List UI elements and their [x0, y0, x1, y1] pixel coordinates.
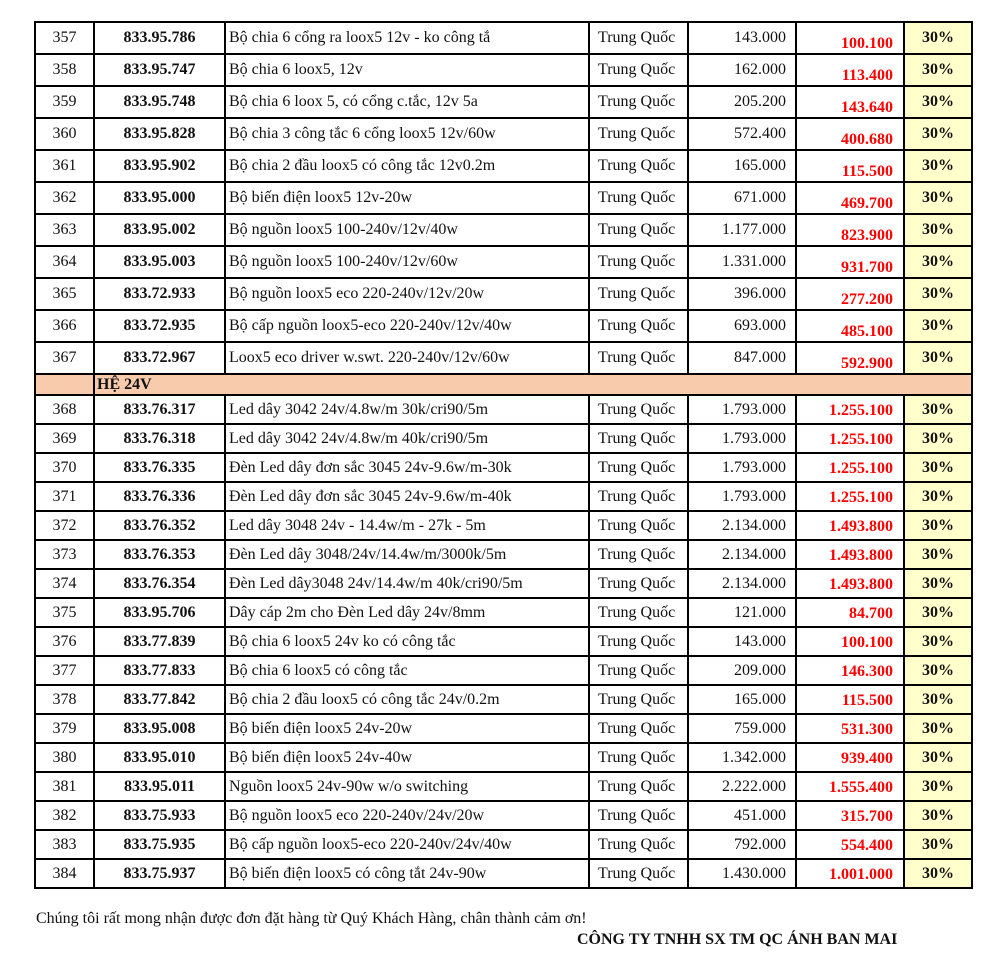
table-row [35, 714, 972, 743]
net-price: 931.700 [796, 246, 904, 278]
discount-percent: 30% [904, 656, 972, 685]
list-price: 2.134.000 [688, 540, 796, 569]
list-price: 847.000 [688, 342, 796, 374]
price-table [34, 21, 973, 889]
product-code: 833.76.318 [94, 424, 225, 453]
product-code: 833.95.747 [94, 54, 225, 86]
net-price: 84.700 [796, 598, 904, 627]
product-code: 833.76.336 [94, 482, 225, 511]
table-row [35, 214, 972, 246]
product-origin: Trung Quốc [589, 598, 688, 627]
net-price: 115.500 [796, 150, 904, 182]
row-number: 384 [35, 859, 94, 888]
product-code: 833.75.937 [94, 859, 225, 888]
net-price: 469.700 [796, 182, 904, 214]
product-description: Bộ cấp nguồn loox5-eco 220-240v/24v/40w [225, 830, 589, 859]
list-price: 165.000 [688, 150, 796, 182]
table-row [35, 86, 972, 118]
table-row [35, 246, 972, 278]
net-price: 143.640 [796, 86, 904, 118]
product-code: 833.77.842 [94, 685, 225, 714]
table-row [35, 540, 972, 569]
row-number: 383 [35, 830, 94, 859]
product-description: Đèn Led dây3048 24v/14.4w/m 40k/cri90/5m [225, 569, 589, 598]
product-code: 833.95.002 [94, 214, 225, 246]
table-row [35, 801, 972, 830]
table-row [35, 424, 972, 453]
net-price: 1.493.800 [796, 511, 904, 540]
net-price: 1.493.800 [796, 569, 904, 598]
product-description: Đèn Led dây đơn sắc 3045 24v-9.6w/m-40k [225, 482, 589, 511]
product-origin: Trung Quốc [589, 395, 688, 424]
product-origin: Trung Quốc [589, 540, 688, 569]
net-price: 531.300 [796, 714, 904, 743]
row-number: 363 [35, 214, 94, 246]
net-price: 1.255.100 [796, 395, 904, 424]
net-price: 1.493.800 [796, 540, 904, 569]
row-number: 375 [35, 598, 94, 627]
product-origin: Trung Quốc [589, 453, 688, 482]
row-number: 379 [35, 714, 94, 743]
discount-percent: 30% [904, 453, 972, 482]
table-row [35, 511, 972, 540]
product-description: Bộ chia 6 cổng ra loox5 12v - ko công tắ [225, 22, 589, 54]
product-code: 833.95.902 [94, 150, 225, 182]
product-description: Loox5 eco driver w.swt. 220-240v/12v/60w [225, 342, 589, 374]
discount-percent: 30% [904, 598, 972, 627]
list-price: 1.793.000 [688, 482, 796, 511]
footer-company: CÔNG TY TNHH SX TM QC ÁNH BAN MAI [577, 931, 898, 948]
product-description: Dây cáp 2m cho Đèn Led dây 24v/8mm [225, 598, 589, 627]
product-description: Bộ biến điện loox5 12v-20w [225, 182, 589, 214]
table-row [35, 342, 972, 374]
net-price: 146.300 [796, 656, 904, 685]
product-origin: Trung Quốc [589, 714, 688, 743]
row-number: 381 [35, 772, 94, 801]
discount-percent: 30% [904, 214, 972, 246]
rows-12v [35, 22, 972, 374]
product-description: Bộ chia 2 đầu loox5 có công tắc 24v/0.2m [225, 685, 589, 714]
discount-percent: 30% [904, 310, 972, 342]
rows-24v [35, 395, 972, 888]
table-row [35, 310, 972, 342]
list-price: 1.331.000 [688, 246, 796, 278]
row-number: 374 [35, 569, 94, 598]
discount-percent: 30% [904, 22, 972, 54]
discount-percent: 30% [904, 342, 972, 374]
product-description: Đèn Led dây đơn sắc 3045 24v-9.6w/m-30k [225, 453, 589, 482]
table-row [35, 453, 972, 482]
row-number: 359 [35, 86, 94, 118]
product-description: Bộ nguồn loox5 eco 220-240v/12v/20w [225, 278, 589, 310]
table-row [35, 54, 972, 86]
product-description: Bộ nguồn loox5 100-240v/12v/60w [225, 246, 589, 278]
product-code: 833.95.011 [94, 772, 225, 801]
product-origin: Trung Quốc [589, 801, 688, 830]
net-price: 400.680 [796, 118, 904, 150]
row-number: 376 [35, 627, 94, 656]
product-origin: Trung Quốc [589, 685, 688, 714]
product-code: 833.75.933 [94, 801, 225, 830]
list-price: 2.134.000 [688, 511, 796, 540]
net-price: 315.700 [796, 801, 904, 830]
row-number: 366 [35, 310, 94, 342]
net-price: 1.255.100 [796, 482, 904, 511]
product-description: Nguồn loox5 24v-90w w/o switching [225, 772, 589, 801]
list-price: 396.000 [688, 278, 796, 310]
product-description: Bộ biến điện loox5 có công tắt 24v-90w [225, 859, 589, 888]
product-code: 833.76.354 [94, 569, 225, 598]
section-spacer-end [904, 374, 972, 395]
product-description: Led dây 3048 24v - 14.4w/m - 27k - 5m [225, 511, 589, 540]
table-row [35, 278, 972, 310]
product-code: 833.76.352 [94, 511, 225, 540]
net-price: 277.200 [796, 278, 904, 310]
list-price: 1.793.000 [688, 395, 796, 424]
discount-percent: 30% [904, 86, 972, 118]
footer-note: Chúng tôi rất mong nhận được đơn đặt hàng từ Quý Khách Hàng, chân thành cảm ơn! [36, 910, 587, 927]
list-price: 693.000 [688, 310, 796, 342]
net-price: 1.255.100 [796, 424, 904, 453]
list-price: 1.342.000 [688, 743, 796, 772]
table-row [35, 685, 972, 714]
product-code: 833.77.833 [94, 656, 225, 685]
discount-percent: 30% [904, 482, 972, 511]
table-row [35, 482, 972, 511]
discount-percent: 30% [904, 150, 972, 182]
product-origin: Trung Quốc [589, 772, 688, 801]
product-origin: Trung Quốc [589, 511, 688, 540]
net-price: 1.001.000 [796, 859, 904, 888]
list-price: 759.000 [688, 714, 796, 743]
product-description: Led dây 3042 24v/4.8w/m 40k/cri90/5m [225, 424, 589, 453]
product-origin: Trung Quốc [589, 86, 688, 118]
product-origin: Trung Quốc [589, 830, 688, 859]
row-number: 378 [35, 685, 94, 714]
product-description: Bộ chia 6 loox 5, có cổng c.tắc, 12v 5a [225, 86, 589, 118]
discount-percent: 30% [904, 859, 972, 888]
row-number: 358 [35, 54, 94, 86]
product-origin: Trung Quốc [589, 424, 688, 453]
discount-percent: 30% [904, 278, 972, 310]
list-price: 1.793.000 [688, 424, 796, 453]
product-origin: Trung Quốc [589, 569, 688, 598]
discount-percent: 30% [904, 182, 972, 214]
list-price: 451.000 [688, 801, 796, 830]
table-row [35, 743, 972, 772]
discount-percent: 30% [904, 395, 972, 424]
product-code: 833.77.839 [94, 627, 225, 656]
table-row [35, 22, 972, 54]
product-description: Bộ chia 2 đầu loox5 có công tắc 12v0.2m [225, 150, 589, 182]
discount-percent: 30% [904, 424, 972, 453]
product-description: Bộ chia 3 công tắc 6 cổng loox5 12v/60w [225, 118, 589, 150]
list-price: 2.134.000 [688, 569, 796, 598]
product-code: 833.75.935 [94, 830, 225, 859]
section-row [35, 374, 972, 395]
row-number: 380 [35, 743, 94, 772]
product-origin: Trung Quốc [589, 310, 688, 342]
net-price: 113.400 [796, 54, 904, 86]
table-row [35, 859, 972, 888]
product-code: 833.72.935 [94, 310, 225, 342]
product-origin: Trung Quốc [589, 482, 688, 511]
discount-percent: 30% [904, 714, 972, 743]
net-price: 823.900 [796, 214, 904, 246]
product-code: 833.95.706 [94, 598, 225, 627]
product-description: Bộ biến điện loox5 24v-20w [225, 714, 589, 743]
row-number: 364 [35, 246, 94, 278]
discount-percent: 30% [904, 569, 972, 598]
product-description: Led dây 3042 24v/4.8w/m 30k/cri90/5m [225, 395, 589, 424]
product-origin: Trung Quốc [589, 278, 688, 310]
row-number: 377 [35, 656, 94, 685]
discount-percent: 30% [904, 540, 972, 569]
product-code: 833.95.010 [94, 743, 225, 772]
product-description: Bộ chia 6 loox5 24v ko có công tắc [225, 627, 589, 656]
net-price: 554.400 [796, 830, 904, 859]
product-description: Bộ nguồn loox5 100-240v/12v/40w [225, 214, 589, 246]
net-price: 485.100 [796, 310, 904, 342]
list-price: 1.177.000 [688, 214, 796, 246]
net-price: 1.555.400 [796, 772, 904, 801]
table-row [35, 118, 972, 150]
discount-percent: 30% [904, 246, 972, 278]
row-number: 372 [35, 511, 94, 540]
discount-percent: 30% [904, 118, 972, 150]
net-price: 1.255.100 [796, 453, 904, 482]
product-description: Bộ chia 6 loox5, 12v [225, 54, 589, 86]
net-price: 100.100 [796, 22, 904, 54]
list-price: 162.000 [688, 54, 796, 86]
product-code: 833.95.008 [94, 714, 225, 743]
discount-percent: 30% [904, 772, 972, 801]
list-price: 1.430.000 [688, 859, 796, 888]
product-origin: Trung Quốc [589, 22, 688, 54]
row-number: 382 [35, 801, 94, 830]
row-number: 368 [35, 395, 94, 424]
table-row [35, 656, 972, 685]
discount-percent: 30% [904, 54, 972, 86]
row-number: 371 [35, 482, 94, 511]
product-code: 833.95.000 [94, 182, 225, 214]
product-code: 833.95.003 [94, 246, 225, 278]
product-description: Đèn Led dây 3048/24v/14.4w/m/3000k/5m [225, 540, 589, 569]
product-origin: Trung Quốc [589, 182, 688, 214]
row-number: 362 [35, 182, 94, 214]
product-origin: Trung Quốc [589, 627, 688, 656]
net-price: 592.900 [796, 342, 904, 374]
product-code: 833.95.748 [94, 86, 225, 118]
list-price: 143.000 [688, 22, 796, 54]
product-origin: Trung Quốc [589, 656, 688, 685]
list-price: 165.000 [688, 685, 796, 714]
list-price: 209.000 [688, 656, 796, 685]
product-code: 833.72.967 [94, 342, 225, 374]
table-row [35, 627, 972, 656]
product-description: Bộ cấp nguồn loox5-eco 220-240v/12v/40w [225, 310, 589, 342]
row-number: 373 [35, 540, 94, 569]
discount-percent: 30% [904, 511, 972, 540]
discount-percent: 30% [904, 801, 972, 830]
discount-percent: 30% [904, 830, 972, 859]
table-row [35, 150, 972, 182]
product-origin: Trung Quốc [589, 150, 688, 182]
row-number: 360 [35, 118, 94, 150]
product-code: 833.72.933 [94, 278, 225, 310]
product-origin: Trung Quốc [589, 118, 688, 150]
row-number: 357 [35, 22, 94, 54]
product-description: Bộ nguồn loox5 eco 220-240v/24v/20w [225, 801, 589, 830]
product-code: 833.95.786 [94, 22, 225, 54]
discount-percent: 30% [904, 627, 972, 656]
product-code: 833.76.335 [94, 453, 225, 482]
list-price: 671.000 [688, 182, 796, 214]
product-description: Bộ chia 6 loox5 có công tắc [225, 656, 589, 685]
product-code: 833.76.317 [94, 395, 225, 424]
product-origin: Trung Quốc [589, 342, 688, 374]
table-row [35, 772, 972, 801]
list-price: 205.200 [688, 86, 796, 118]
discount-percent: 30% [904, 743, 972, 772]
product-origin: Trung Quốc [589, 246, 688, 278]
table-row [35, 830, 972, 859]
row-number: 369 [35, 424, 94, 453]
list-price: 1.793.000 [688, 453, 796, 482]
row-number: 361 [35, 150, 94, 182]
table-row [35, 395, 972, 424]
product-origin: Trung Quốc [589, 859, 688, 888]
table-row [35, 598, 972, 627]
net-price: 115.500 [796, 685, 904, 714]
discount-percent: 30% [904, 685, 972, 714]
table-row [35, 182, 972, 214]
row-number: 367 [35, 342, 94, 374]
section-24v [35, 374, 972, 395]
list-price: 572.400 [688, 118, 796, 150]
product-description: Bộ biến điện loox5 24v-40w [225, 743, 589, 772]
table-row [35, 569, 972, 598]
list-price: 792.000 [688, 830, 796, 859]
product-origin: Trung Quốc [589, 214, 688, 246]
row-number: 370 [35, 453, 94, 482]
list-price: 121.000 [688, 598, 796, 627]
product-origin: Trung Quốc [589, 743, 688, 772]
product-origin: Trung Quốc [589, 54, 688, 86]
net-price: 100.100 [796, 627, 904, 656]
net-price: 939.400 [796, 743, 904, 772]
section-label: HỆ 24V [94, 374, 904, 395]
section-spacer [35, 374, 94, 395]
row-number: 365 [35, 278, 94, 310]
list-price: 143.000 [688, 627, 796, 656]
product-code: 833.95.828 [94, 118, 225, 150]
product-code: 833.76.353 [94, 540, 225, 569]
list-price: 2.222.000 [688, 772, 796, 801]
